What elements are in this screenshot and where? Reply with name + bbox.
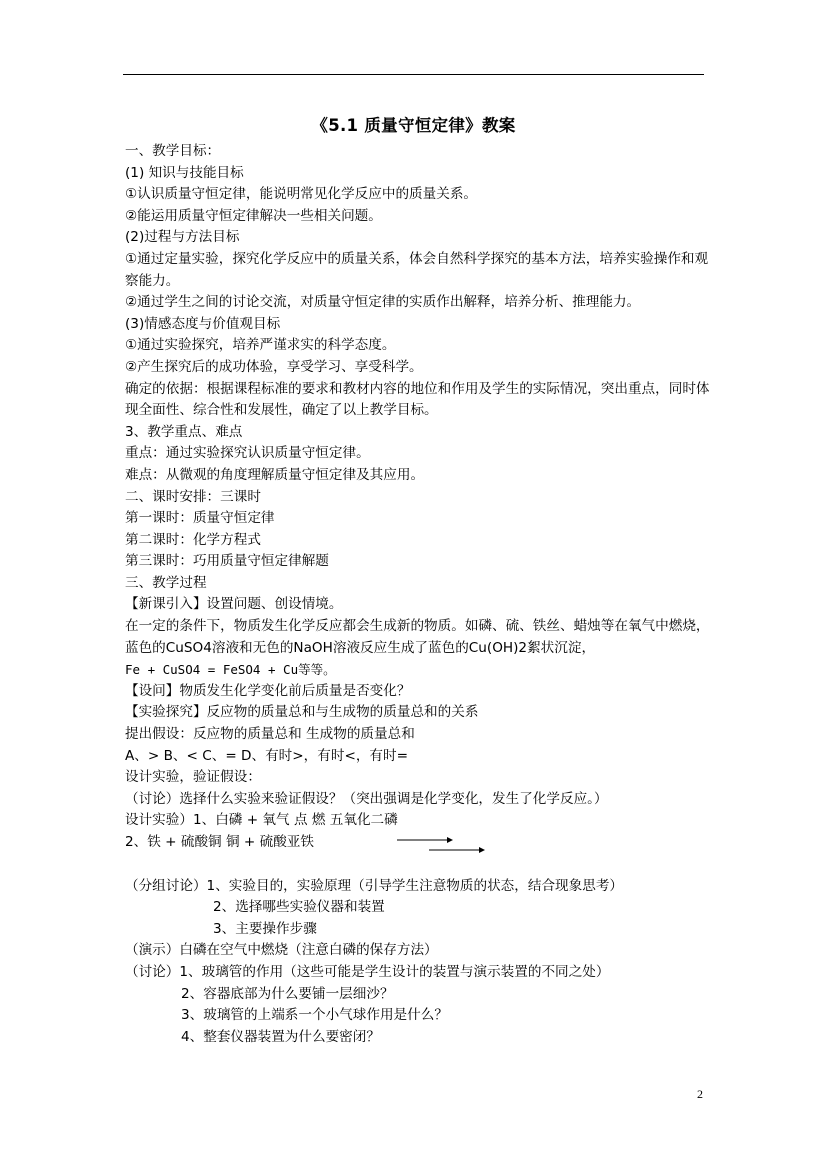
section-heading: 3、教学重点、难点 xyxy=(125,423,243,440)
document-body xyxy=(125,141,710,1048)
paragraph: 确定的依据：根据课程标准的要求和教材内容的地位和作用及学生的实际情况，突出重点，同时体现全面性、综合性和发展性，确定了以上教学目标。 xyxy=(125,380,710,419)
paragraph: ①认识质量守恒定律，能说明常见化学反应中的质量关系。 xyxy=(125,186,478,203)
paragraph: （讨论）选择什么实验来验证假设？（突出强调是化学变化，发生了化学反应。） xyxy=(125,790,608,807)
paragraph: 第一课时：质量守恒定律 xyxy=(125,510,275,527)
paragraph: 【新课引入】设置问题、创设情境。 xyxy=(125,596,343,613)
document-title: 《5.1 质量守恒定律》教案 xyxy=(311,116,516,135)
paragraph: 设计实验，验证假设： xyxy=(125,769,261,786)
subsection-heading: (1) 知识与技能目标 xyxy=(125,164,244,181)
paragraph: 难点：从微观的角度理解质量守恒定律及其应用。 xyxy=(125,466,425,483)
subsection-heading: (2)过程与方法目标 xyxy=(125,229,240,246)
section-heading: 三、教学过程 xyxy=(125,574,207,591)
reaction-line: 设计实验）1、白磷 + 氧气 点 燃 五氧化二磷 xyxy=(125,812,398,829)
list-item: 4、整套仪器装置为什么要密闭？ xyxy=(181,1028,380,1045)
paragraph: ①通过实验探究，培养严谨求实的科学态度。 xyxy=(125,337,396,354)
list-item: 3、玻璃管的上端系一个小气球作用是什么？ xyxy=(181,1007,448,1024)
paragraph: （演示）白磷在空气中燃烧（注意白磷的保存方法） xyxy=(125,942,438,959)
paragraph: ②能运用质量守恒定律解决一些相关问题。 xyxy=(125,207,382,224)
paragraph: 重点：通过实验探究认识质量守恒定律。 xyxy=(125,445,370,462)
paragraph: 【设问】物质发生化学变化前后质量是否变化？ xyxy=(125,682,411,699)
paragraph: 提出假设：反应物的质量总和 生成物的质量总和 xyxy=(125,726,415,743)
answer-options: A、> B、< C、= D、有时>，有时<，有时= xyxy=(125,747,409,764)
subsection-heading: (3)情感态度与价值观目标 xyxy=(125,315,281,332)
paragraph: 【实验探究】反应物的质量总和与生成物的质量总和的关系 xyxy=(125,704,479,721)
paragraph: （分组讨论）1、实验目的，实验原理（引导学生注意物质的状态，结合现象思考） xyxy=(125,877,624,894)
reaction-arrow-icon xyxy=(397,834,487,854)
section-heading: 二、课时安排：三课时 xyxy=(125,488,261,505)
paragraph: ①通过定量实验，探究化学反应中的质量关系，体会自然科学探究的基本方法，培养实验操作和观察能力。 xyxy=(125,250,709,289)
list-item: 2、选择哪些实验仪器和装置 xyxy=(213,899,385,916)
paragraph: （讨论）1、玻璃管的作用（这些可能是学生设计的装置与演示装置的不同之处） xyxy=(125,963,610,980)
equation-line: Fe + CuSO4 = FeSO4 + Cu等等。 xyxy=(125,662,336,678)
list-item: 2、容器底部为什么要铺一层细沙？ xyxy=(181,985,394,1002)
paragraph: 第三课时：巧用质量守恒定律解题 xyxy=(125,553,329,570)
reaction-text: 2、铁 + 硫酸铜 铜 + 硫酸亚铁 xyxy=(125,834,314,850)
paragraph: 在一定的条件下，物质发生化学反应都会生成新的物质。如磷、硫、铁丝、蜡烛等在氧气中燃烧，蓝色的CuSO4溶液和无色的NaOH溶液反应生成了蓝色的Cu(OH)2絮状沉淀， xyxy=(125,618,710,656)
list-item: 3、主要操作步骤 xyxy=(213,920,317,937)
header-rule xyxy=(123,74,704,75)
section-heading: 一、教学目标： xyxy=(125,143,221,159)
paragraph: 第二课时：化学方程式 xyxy=(125,531,261,548)
paragraph: ②产生探究后的成功体验，享受学习、享受科学。 xyxy=(125,358,423,375)
reaction-line xyxy=(125,832,710,854)
page-number: 2 xyxy=(697,1087,703,1101)
paragraph: ②通过学生之间的讨论交流，对质量守恒定律的实质作出解释，培养分析、推理能力。 xyxy=(125,294,641,311)
